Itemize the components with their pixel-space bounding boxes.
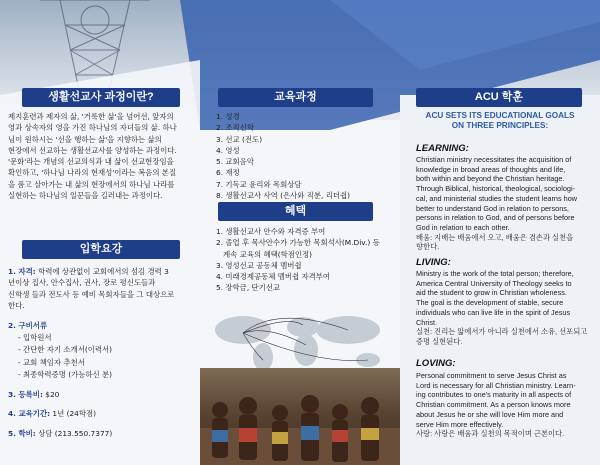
- loving-line: serve Him more effectively.: [416, 419, 504, 429]
- learning-line: God in relation to each other.: [416, 222, 510, 232]
- curriculum-heading: 교육과정: [218, 88, 373, 107]
- what-is-life-missionary-heading: 생활선교사 과정이란?: [22, 88, 180, 107]
- document-item: - 최종학력증명 (가능하신 분): [18, 369, 113, 379]
- benefits-heading: 혜택: [218, 202, 373, 221]
- fee-row: [8, 389, 59, 400]
- document-item: - 교회 책임자 추천서: [18, 357, 85, 367]
- fee-value: $20: [42, 390, 60, 399]
- intro-line: 현장에서 선교하는 생활선교사를 양성하는 과정이다.: [8, 145, 177, 155]
- learning-korean-line: 배움: 지배는 배움에서 오고, 배움은 겸손과 실천을: [416, 232, 574, 242]
- documents-block: [8, 320, 198, 381]
- intro-line: 확인하고, '하나님 나라의 현재성'이라는 복음의 본질: [8, 168, 177, 178]
- living-heading: LIVING:: [416, 257, 451, 268]
- tagline-line: ON THREE PRINCIPLES:: [451, 121, 549, 130]
- curriculum-item: 1. 성경: [216, 112, 240, 121]
- qualification-line: 학력에 상관없이 교회에서의 섬김 경력 3: [35, 267, 169, 276]
- learning-line: both within and beyond the Christian heritage.: [416, 174, 565, 184]
- curriculum-item: 7. 기독교 윤리와 목회상담: [216, 179, 302, 189]
- acu-motto-heading: ACU 학훈: [416, 88, 582, 107]
- children-photo-illustration: [200, 368, 400, 465]
- period-value: 1년 (24학점): [50, 409, 97, 418]
- tuition-value: 상담 (213.550.7377): [35, 429, 113, 438]
- living-korean-line: 증명 실현된다.: [416, 336, 463, 346]
- loving-line: ing contributes to one's maturity in all aspects of: [416, 390, 572, 400]
- living-korean-line: 실천: 진리는 앎에서가 아니라 실천에서 소유, 선포되고: [416, 327, 588, 337]
- intro-line: 영과 상속자의 영을 가진 하나님의 자녀들의 삶. 하나: [8, 123, 177, 133]
- living-line: Christ.: [416, 317, 438, 327]
- learning-line: cal, and ministerial studies the student learns how: [416, 193, 578, 203]
- intro-line: 실현하는 하나님의 일꾼들을 길러내는 과정이다.: [8, 191, 163, 201]
- period-row: [8, 408, 96, 419]
- tagline-line: ACU SETS ITS EDUCATIONAL GOALS: [425, 111, 575, 120]
- living-line: individuals who can live life in the spirit of Jesus: [416, 307, 571, 317]
- curriculum-item: 4. 영성: [216, 145, 240, 155]
- living-line: America Central University of Theology seeks to: [416, 278, 572, 288]
- learning-line: Christian ministry necessitates the acquisition of: [416, 155, 572, 164]
- learning-heading: LEARNING:: [416, 143, 469, 154]
- learning-line: persons in relation to God, and of persons before: [416, 213, 575, 223]
- curriculum-item: 5. 교회음악: [216, 157, 254, 167]
- curriculum-item: 6. 재정: [216, 168, 240, 178]
- benefits-list: [216, 226, 398, 294]
- loving-korean-line: 사랑: 사랑은 배움과 실천의 목적이며 근본이다.: [416, 429, 565, 439]
- tuition-label: 5. 학비:: [8, 429, 36, 438]
- learning-paragraph: [416, 155, 596, 252]
- qualification-line: 신학생 들과 전도사 등 예비 목회자들을 그 대상으로: [8, 289, 175, 299]
- learning-line: better to understand God in relation to persons,: [416, 203, 569, 213]
- intro-line: 을 품고 살아가는 내 삶의 현장에서의 하나님 나라를: [8, 179, 175, 189]
- qualification-line: 한다.: [8, 300, 25, 310]
- learning-line: Through Biblical, historical, theological, sociologi-: [416, 184, 575, 194]
- intro-line: '문화'라는 개념의 선교의식과 내 삶이 선교현장임을: [8, 157, 174, 167]
- qualification-label: 1. 자격:: [8, 267, 36, 276]
- loving-line: Personal commitment to serve Jesus Christ as: [416, 371, 567, 380]
- curriculum-item: 2. 조직신학: [216, 123, 254, 133]
- loving-line: Lord is necessary for all Christian ministry. Learn-: [416, 380, 576, 390]
- intro-paragraph: [8, 111, 196, 201]
- living-line: aid the student to grow in Christian wholeness.: [416, 288, 567, 298]
- fee-label: 3. 등록비:: [8, 390, 43, 399]
- loving-line: Christian commitment. As a person knows more: [416, 400, 571, 410]
- curriculum-item: 8. 생활선교사 사역 (은사와 직분, 리더쉽): [216, 191, 351, 201]
- living-line: The goal is the development of stable, secure: [416, 298, 564, 308]
- curriculum-list: [216, 111, 398, 201]
- benefit-item: 4. 미래경제공동체 멤버쉽 자격부여: [216, 272, 331, 282]
- benefit-item: 3. 영성선교 공동체 멤버쉽: [216, 260, 302, 270]
- world-map-illustration: [208, 305, 393, 375]
- learning-korean-line: 향한다.: [416, 242, 440, 252]
- children-photo: [200, 368, 400, 465]
- period-label: 4. 교육기간:: [8, 409, 51, 418]
- intro-line: 제지훈련과 제자의 삶, '거룩한 삶'을 넘어선, 앞자의: [8, 112, 174, 121]
- learning-line: knowledge in broad areas of thoughts and life,: [416, 164, 566, 174]
- tuition-row: [8, 428, 112, 439]
- benefit-item: 5. 장학금, 단기선교: [216, 283, 281, 293]
- benefit-item: 계속 교육의 혜택(학점인정): [216, 249, 313, 259]
- benefit-item: 1. 생활선교사 안수와 자격증 부여: [216, 227, 326, 236]
- document-item: - 입학원서: [18, 333, 52, 343]
- living-line: Ministry is the work of the total person; therefore,: [416, 269, 574, 278]
- loving-heading: LOVING:: [416, 358, 456, 369]
- loving-paragraph: [416, 371, 596, 439]
- loving-line: about Jesus he or she will love Him more and: [416, 409, 564, 419]
- living-paragraph: [416, 269, 596, 347]
- educational-goals-tagline: [400, 111, 600, 131]
- documents-label: 2. 구비서류: [8, 321, 48, 330]
- intro-line: 님이 원하시는 '선을 행하는 삶'을 지향하는 삶의: [8, 134, 162, 144]
- qualification-line: 년이상 집사, 안수집사, 권사, 장로 평신도들과: [8, 278, 156, 288]
- admission-heading: 입학요강: [22, 240, 180, 259]
- qualification-block: [8, 266, 198, 311]
- document-item: - 간단한 자기 소개서(이력서): [18, 345, 113, 355]
- benefit-item: 2. 졸업 후 목사안수가 가능한 목회석사(M.Div.) 등: [216, 238, 380, 248]
- curriculum-item: 3. 선교 (전도): [216, 134, 263, 144]
